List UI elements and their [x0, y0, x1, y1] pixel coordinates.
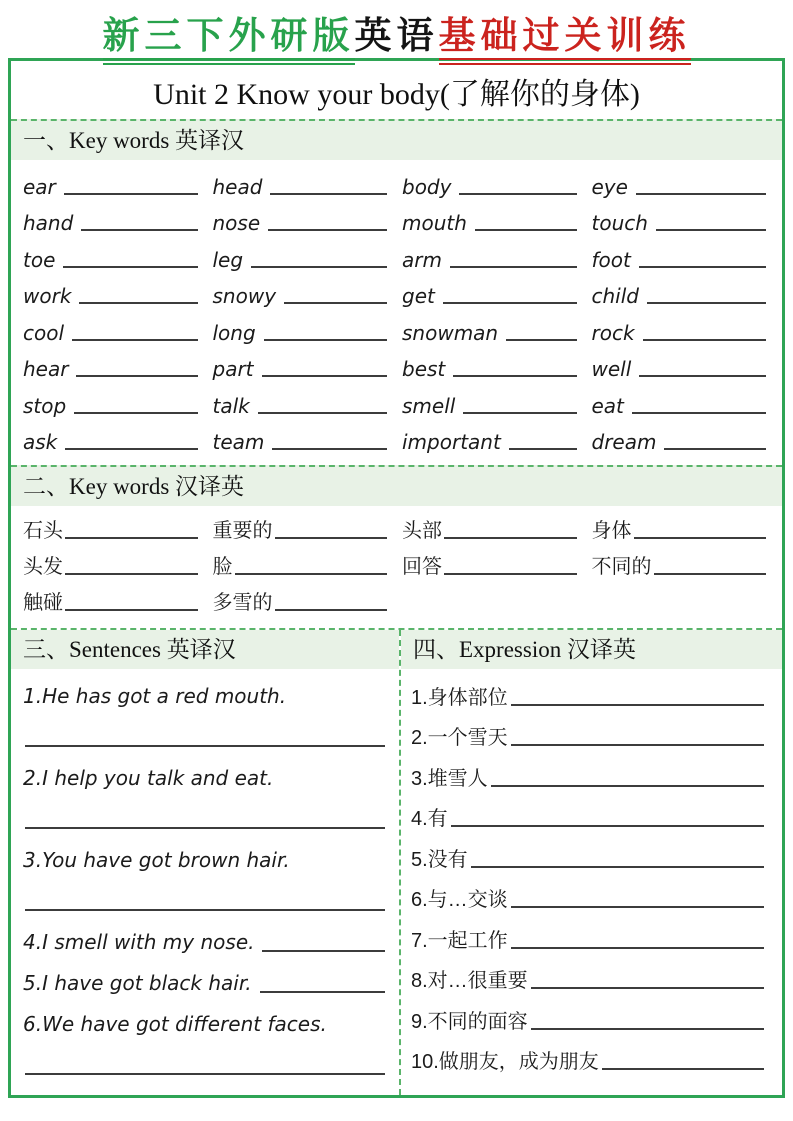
en-word: part: [212, 357, 254, 381]
answer-blank: [639, 266, 766, 268]
answer-blank: [235, 573, 388, 575]
en-word: smell: [402, 393, 456, 418]
word-blank-item: [402, 384, 577, 421]
sentence-answer-line: [23, 716, 385, 757]
sentence-text: 5.I have got black hair.: [23, 970, 252, 995]
answer-blank: [509, 448, 577, 450]
answer-blank: [63, 266, 197, 268]
answer-blank: [463, 412, 576, 414]
answer-blank: [511, 947, 764, 949]
expression-item: [411, 918, 764, 959]
answer-blank: [25, 827, 385, 829]
cn-word: 头部: [402, 520, 442, 542]
word-blank-item: [592, 421, 767, 458]
word-blank-item: [213, 510, 388, 546]
expression-item: [411, 959, 764, 1000]
word-blank-item: [402, 348, 577, 385]
word-blank-item: [23, 582, 198, 618]
section-1-word-grid: [11, 160, 782, 465]
answer-blank: [81, 229, 197, 231]
word-blank-item: [402, 510, 577, 546]
sentence-text: 3.You have got brown hair.: [23, 847, 290, 872]
banner-title-series: 基础过关训练: [439, 16, 691, 65]
section-1-header: 一、Key words 英译汉: [11, 119, 782, 160]
answer-blank: [471, 866, 764, 868]
en-word: team: [212, 430, 265, 454]
answer-blank: [444, 573, 577, 575]
answer-blank: [450, 266, 577, 268]
en-word: long: [212, 320, 256, 345]
answer-blank: [25, 745, 385, 747]
answer-blank: [531, 987, 764, 989]
word-blank-item: [402, 238, 577, 275]
en-word: snowman: [402, 320, 499, 345]
sentence-text: 1.He has got a red mouth.: [23, 683, 287, 708]
en-word: toe: [23, 247, 56, 272]
answer-blank: [451, 825, 764, 827]
section-3-header: 三、Sentences 英译汉: [11, 630, 399, 669]
expression-item: [411, 716, 764, 757]
answer-blank: [79, 302, 197, 304]
worksheet-banner-title: [0, 0, 793, 58]
en-word: hear: [23, 357, 69, 381]
word-blank-item: [23, 384, 198, 421]
bottom-two-column-area: [11, 628, 782, 1095]
word-blank-item: [23, 348, 198, 385]
answer-blank: [643, 339, 766, 341]
answer-blank: [443, 302, 577, 304]
sentence-answer-line: [23, 880, 385, 921]
en-word: work: [23, 284, 72, 308]
answer-blank: [284, 302, 387, 304]
word-blank-item: [592, 510, 767, 546]
word-blank-item: [402, 421, 577, 458]
answer-blank: [268, 229, 387, 231]
answer-blank: [634, 537, 767, 539]
word-blank-item: [592, 238, 767, 275]
expression-item: [411, 837, 764, 878]
en-word: body: [402, 174, 452, 199]
answer-blank: [453, 375, 576, 377]
cn-word: 回答: [402, 556, 442, 578]
en-word: ask: [23, 430, 58, 454]
en-word: snowy: [212, 284, 277, 308]
word-blank-item: [23, 165, 198, 202]
answer-blank: [511, 704, 764, 706]
en-word: head: [212, 174, 263, 199]
banner-title-edition: 新三下外研版: [103, 16, 355, 65]
en-word: hand: [23, 211, 74, 235]
sentence-item: [23, 921, 385, 962]
answer-blank: [511, 744, 764, 746]
word-blank-item: [213, 348, 388, 385]
answer-blank: [25, 1073, 385, 1075]
en-word: rock: [591, 320, 635, 345]
word-blank-item: [402, 165, 577, 202]
en-word: stop: [23, 393, 67, 418]
cn-word: 石头: [23, 520, 63, 542]
sentence-list: [11, 669, 399, 1095]
sentence-text: 6.We have got different faces.: [23, 1011, 327, 1036]
unit-title: Unit 2 Know your body(了解你的身体): [153, 78, 640, 111]
section-4-header: 四、Expression 汉译英: [401, 630, 782, 669]
empty-cell: [402, 582, 577, 618]
word-blank-item: [592, 202, 767, 239]
banner-title-subject: 英语: [354, 16, 439, 57]
word-blank-item: [213, 384, 388, 421]
cn-word: 重要的: [212, 520, 273, 542]
sentence-answer-line: [23, 1044, 385, 1085]
word-blank-item: [592, 275, 767, 312]
expression-text: 9.不同的面容: [411, 1010, 528, 1033]
expression-text: 6.与…交谈: [411, 889, 508, 912]
en-word: touch: [591, 211, 648, 235]
expression-item: [411, 675, 764, 716]
word-blank-item: [402, 202, 577, 239]
answer-blank: [647, 302, 766, 304]
answer-blank: [25, 909, 385, 911]
worksheet-box: [8, 58, 785, 1098]
en-word: eye: [591, 174, 628, 199]
word-blank-item: [213, 202, 388, 239]
sentence-item: [23, 675, 385, 716]
cn-word: 头发: [23, 556, 63, 578]
answer-blank: [251, 266, 387, 268]
en-word: dream: [591, 430, 657, 454]
answer-blank: [491, 785, 764, 787]
word-blank-item: [213, 275, 388, 312]
answer-blank: [444, 537, 577, 539]
cn-word: 触碰: [23, 592, 63, 614]
word-blank-item: [23, 202, 198, 239]
en-word: important: [402, 430, 501, 454]
en-word: arm: [402, 247, 442, 272]
answer-blank: [65, 609, 198, 611]
expression-item: [411, 878, 764, 919]
answer-blank: [262, 950, 385, 952]
answer-blank: [475, 229, 577, 231]
en-word: talk: [212, 393, 250, 418]
answer-blank: [260, 991, 385, 993]
answer-blank: [76, 375, 197, 377]
en-word: best: [402, 357, 446, 381]
word-blank-item: [592, 165, 767, 202]
en-word: foot: [591, 247, 631, 272]
expression-list: [401, 669, 782, 1090]
sentence-item: [23, 839, 385, 880]
answer-blank: [639, 375, 766, 377]
answer-blank: [656, 229, 766, 231]
cn-word: 身体: [591, 520, 632, 542]
expression-text: 4.有: [411, 808, 448, 831]
section-2-word-grid: [11, 506, 782, 628]
word-blank-item: [23, 546, 198, 582]
answer-blank: [65, 537, 198, 539]
answer-blank: [72, 339, 197, 341]
word-blank-item: [402, 311, 577, 348]
en-word: nose: [212, 211, 261, 235]
expression-item: [411, 756, 764, 797]
sentence-answer-line: [23, 798, 385, 839]
expression-text: 3.堆雪人: [411, 767, 488, 790]
answer-blank: [506, 339, 576, 341]
answer-blank: [459, 193, 576, 195]
word-blank-item: [592, 311, 767, 348]
word-blank-item: [402, 546, 577, 582]
word-blank-item: [213, 165, 388, 202]
expression-item: [411, 999, 764, 1040]
expression-text: 5.没有: [411, 848, 468, 871]
word-blank-item: [592, 384, 767, 421]
word-blank-item: [23, 238, 198, 275]
word-blank-item: [23, 275, 198, 312]
section-3-column: [11, 630, 399, 1095]
word-blank-item: [213, 421, 388, 458]
answer-blank: [258, 412, 387, 414]
word-blank-item: [23, 510, 198, 546]
answer-blank: [602, 1068, 764, 1070]
word-blank-item: [592, 546, 767, 582]
word-blank-item: [592, 348, 767, 385]
word-blank-item: [23, 311, 198, 348]
expression-text: 2.一个雪天: [411, 727, 508, 750]
en-word: leg: [212, 247, 244, 272]
answer-blank: [636, 193, 766, 195]
answer-blank: [654, 573, 767, 575]
answer-blank: [262, 375, 387, 377]
answer-blank: [511, 906, 764, 908]
word-blank-item: [23, 421, 198, 458]
en-word: well: [591, 357, 632, 381]
section-2-header: 二、Key words 汉译英: [11, 465, 782, 506]
cn-word: 不同的: [591, 556, 652, 578]
answer-blank: [264, 339, 387, 341]
word-blank-item: [213, 546, 388, 582]
answer-blank: [64, 193, 198, 195]
answer-blank: [65, 448, 197, 450]
en-word: cool: [23, 320, 65, 345]
sentence-item: [23, 757, 385, 798]
answer-blank: [275, 537, 388, 539]
expression-text: 1.身体部位: [411, 686, 508, 709]
answer-blank: [275, 609, 388, 611]
answer-blank: [531, 1028, 764, 1030]
answer-blank: [74, 412, 197, 414]
word-blank-item: [213, 238, 388, 275]
expression-text: 10.做朋友，成为朋友: [411, 1051, 599, 1074]
cn-word: 脸: [212, 556, 233, 578]
answer-blank: [270, 193, 387, 195]
answer-blank: [632, 412, 766, 414]
en-word: mouth: [402, 211, 467, 235]
en-word: child: [591, 284, 639, 308]
empty-cell: [592, 582, 767, 618]
expression-item: [411, 1040, 764, 1081]
answer-blank: [664, 448, 766, 450]
word-blank-item: [213, 311, 388, 348]
cn-word: 多雪的: [212, 592, 273, 614]
sentence-item: [23, 1003, 385, 1044]
word-blank-item: [213, 582, 388, 618]
en-word: eat: [591, 393, 624, 418]
sentence-text: 4.I smell with my nose.: [23, 929, 255, 954]
en-word: ear: [23, 174, 56, 199]
answer-blank: [65, 573, 198, 575]
sentence-text: 2.I help you talk and eat.: [23, 765, 274, 790]
section-4-column: [399, 630, 782, 1095]
word-blank-item: [402, 275, 577, 312]
expression-text: 8.对…很重要: [411, 970, 528, 993]
expression-item: [411, 797, 764, 838]
expression-text: 7.一起工作: [411, 929, 508, 952]
answer-blank: [272, 448, 387, 450]
sentence-item: [23, 962, 385, 1003]
en-word: get: [402, 284, 435, 308]
